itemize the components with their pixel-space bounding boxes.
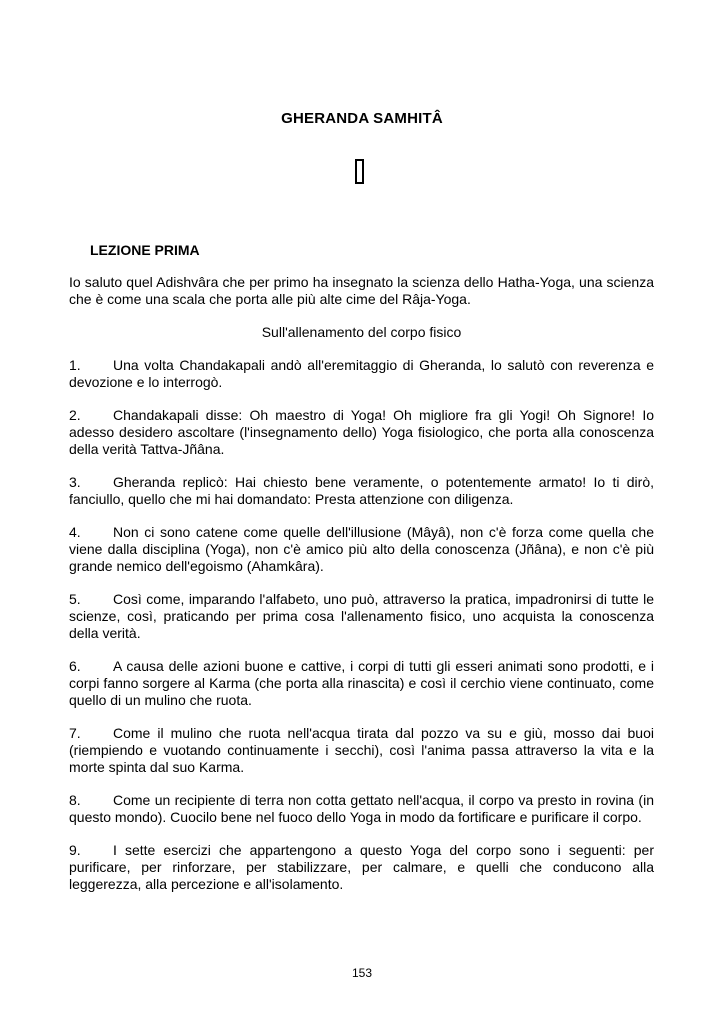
verse-paragraph <box>69 842 654 893</box>
verse-number: 1. <box>69 357 81 373</box>
verse-text: I sette esercizi che appartengono a questo Yoga del corpo sono i seguenti: per purificare, per rinforzare, per stabilizzare, per calmare, e quelli che conducono alla leggerezza, alla percezione e all'isolamento. <box>69 842 654 892</box>
verse-number: 2. <box>69 407 81 423</box>
verse-text: Non ci sono catene come quelle dell'illusione (Mâyâ), non c'è forza come quella che viene dalla disciplina (Yoga), non c'è amico più alto della conoscenza (Jñâna), e non c'è più grande nemico dell'egoismo (Ahamkâra). <box>69 524 654 574</box>
verse-text: A causa delle azioni buone e cattive, i corpi di tutti gli esseri animati sono prodotti, e i corpi fanno sorgere al Karma (che porta alla rinascita) e così il cerchio viene continuato, come quello di un mulino che ruota. <box>69 658 654 708</box>
verse-text: Così come, imparando l'alfabeto, uno può, attraverso la pratica, impadronirsi di tutte le scienze, così, praticando per prima cosa l'allenamento fisico, uno acquista la conoscenza della verità. <box>69 591 654 641</box>
document-title: GHERANDA SAMHITÂ <box>281 110 443 127</box>
lesson-heading: LEZIONE PRIMA <box>90 242 200 258</box>
verse-number: 6. <box>69 658 81 674</box>
verse-text: Come il mulino che ruota nell'acqua tirata dal pozzo va su e giù, mosso dai buoi (riempiendo e vuotando continuamente i secchi), così l'anima passa attraverso la vita e la morte spinta dal suo Karma. <box>69 725 654 775</box>
section-subtitle: Sull'allenamento del corpo fisico <box>261 324 462 340</box>
verse-paragraph <box>69 474 654 508</box>
verse-number: 3. <box>69 474 81 490</box>
intro-paragraph: Io saluto quel Adishvâra che per primo ha insegnato la scienza dello Hatha-Yoga, una scienza che è come una scala che porta alle più alte cime del Râja-Yoga. <box>69 274 654 307</box>
verse-number: 8. <box>69 792 81 808</box>
verse-text: Gheranda replicò: Hai chiesto bene veramente, o potentemente armato! Io ti dirò, fanciullo, quello che mi hai domandato: Presta attenzione con diligenza. <box>69 474 654 507</box>
verse-paragraph <box>69 658 654 709</box>
verse-number: 4. <box>69 524 81 540</box>
verse-paragraph <box>69 725 654 776</box>
verse-paragraph <box>69 524 654 575</box>
page-number: 153 <box>351 966 373 980</box>
verse-number: 9. <box>69 842 81 858</box>
verse-paragraph <box>69 792 654 826</box>
verse-text: Come un recipiente di terra non cotta gettato nell'acqua, il corpo va presto in rovina (in questo mondo). Cuocilo bene nel fuoco dello Yoga in modo da fortificare e purificare il corpo. <box>69 792 654 825</box>
document-body <box>69 274 654 909</box>
verse-text: Una volta Chandakapali andò all'eremitaggio di Gheranda, lo salutò con reverenza e devozione e lo interrogò. <box>69 357 654 390</box>
verse-text: Chandakapali disse: Oh maestro di Yoga! Oh migliore fra gli Yogi! Oh Signore! Io adesso desidero ascoltare (l'insegnamento dello) Yoga fisiologico, che porta alla conoscenza della verità Tattva-Jñâna. <box>69 407 654 457</box>
verse-number: 5. <box>69 591 81 607</box>
verse-paragraph <box>69 357 654 391</box>
verse-number: 7. <box>69 725 81 741</box>
verse-paragraph <box>69 591 654 642</box>
missing-glyph-icon <box>355 159 364 184</box>
verse-paragraph <box>69 407 654 458</box>
